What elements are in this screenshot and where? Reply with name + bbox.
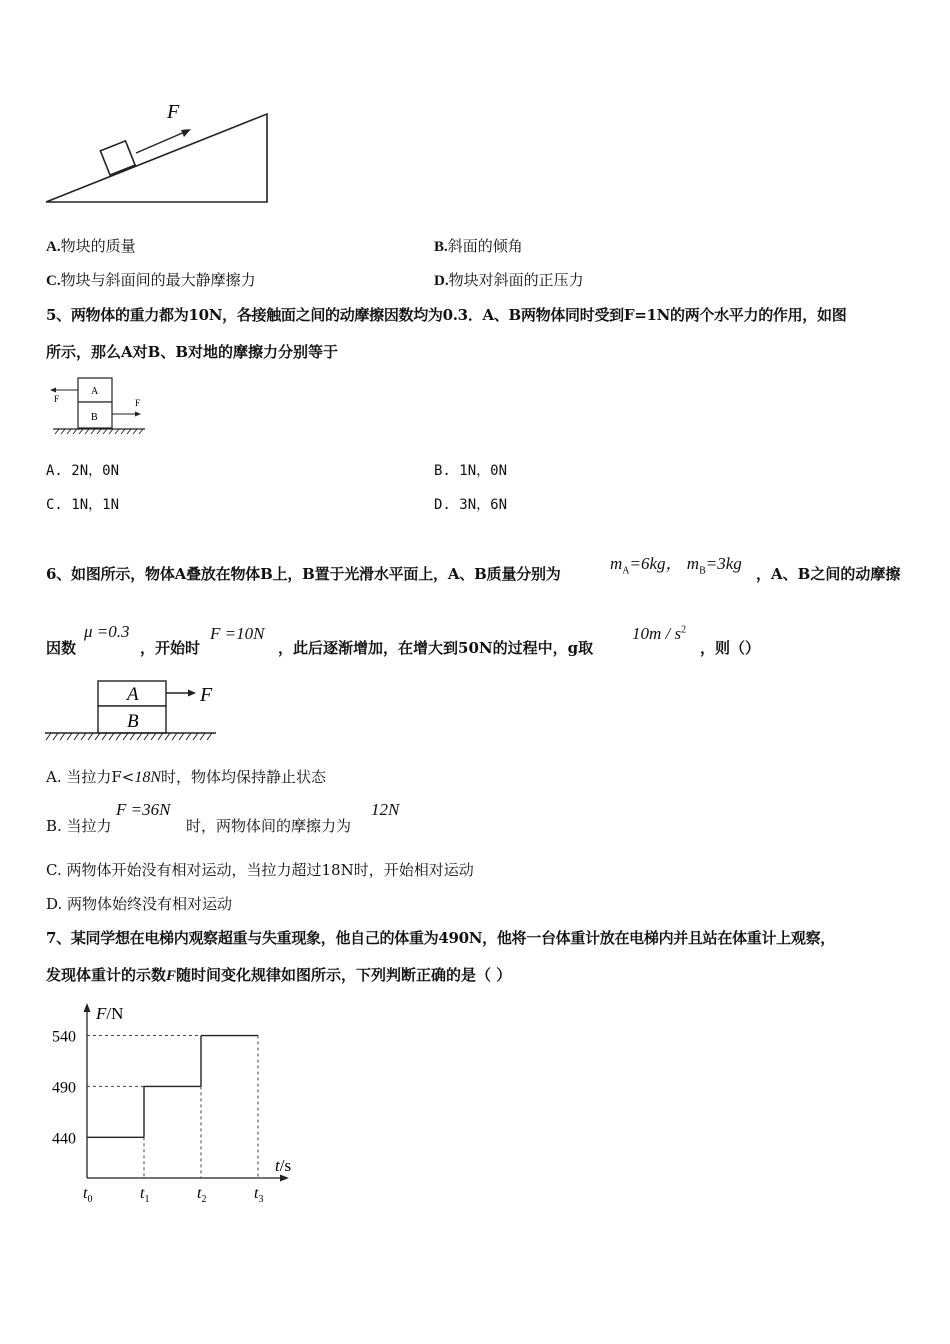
q4-option-a: A.物块的质量 bbox=[46, 237, 136, 255]
q5-option-b: B. 1N，0N bbox=[434, 463, 508, 479]
q6-option-b-friction: 12N bbox=[371, 800, 400, 819]
q6-stem-line1-start: 6、如图所示，物体A叠放在物体B上，B置于光滑水平面上，A、B质量分别为 bbox=[46, 565, 561, 583]
q6-force-label: F bbox=[200, 684, 213, 706]
q6-stem-line1-end: ，A、B之间的动摩擦 bbox=[756, 565, 901, 583]
q6-stem-line2-mid2: ，此后逐渐增加，在增大到50N的过程中，g取 bbox=[278, 639, 594, 657]
x-tick-label-t2: $t_2$ bbox=[197, 1185, 207, 1205]
q6-mass-values: $m_A=6kg$， $m_B=3kg$ bbox=[610, 554, 742, 577]
incline-figure bbox=[40, 95, 280, 210]
q7-force-time-chart bbox=[40, 995, 310, 1210]
q5-label-b: B bbox=[91, 412, 98, 423]
q6-stem-line2-end: ，则（） bbox=[700, 639, 761, 657]
q6-figure bbox=[40, 676, 225, 746]
x-tick-label-t0: $t_0$ bbox=[83, 1185, 93, 1205]
q6-stem-line2-mid1: ，开始时 bbox=[140, 639, 201, 657]
q6-option-b-mid: 时，两物体间的摩擦力为 bbox=[186, 817, 352, 835]
force-label: F bbox=[167, 101, 180, 123]
y-axis-arrowhead bbox=[84, 1003, 91, 1012]
q6-option-b-force: F =36N bbox=[116, 800, 171, 819]
q5-force-left: F bbox=[54, 394, 60, 404]
q4-option-b: B.斜面的倾角 bbox=[434, 237, 523, 255]
x-tick-label-t3: $t_3$ bbox=[254, 1185, 264, 1205]
block-on-incline bbox=[100, 141, 135, 175]
q6-label-a: A bbox=[127, 684, 139, 705]
x-axis-label: t/s bbox=[275, 1156, 292, 1175]
q6-label-b: B bbox=[127, 711, 139, 732]
q5-option-a: A. 2N，0N bbox=[46, 463, 120, 479]
q6-option-c: C. 两物体开始没有相对运动，当拉力超过18N时，开始相对运动 bbox=[46, 861, 474, 879]
q5-stem-line2: 所示，那么A对B、B对地的摩擦力分别等于 bbox=[46, 343, 338, 361]
q6-stem-line2-start: 因数 bbox=[46, 639, 77, 657]
q5-stem-line1: 5、两物体的重力都为10N，各接触面之间的动摩擦因数均为0.3．A、B两物体同时受到F=1N的两个水平力的作用，如图 bbox=[46, 306, 847, 324]
y-tick-label-440: 440 bbox=[52, 1130, 76, 1148]
incline-triangle bbox=[46, 114, 267, 202]
y-tick-label-540: 540 bbox=[52, 1028, 76, 1046]
y-tick-label-490: 490 bbox=[52, 1079, 76, 1097]
q6-option-a: A. 当拉力F<18N时，物体均保持静止状态 bbox=[46, 768, 327, 786]
y-axis-label: F/N bbox=[96, 1004, 124, 1023]
q4-option-d: D.物块对斜面的正压力 bbox=[434, 271, 584, 289]
x-axis-arrowhead bbox=[280, 1175, 289, 1182]
q7-stem-line1: 7、某同学想在电梯内观察超重与失重现象，他自己的体重为490N，他将一台体重计放在电梯内并且站在体重计上观察， bbox=[46, 929, 835, 947]
q5-ground-hatch bbox=[55, 429, 143, 434]
q5-option-c: C. 1N，1N bbox=[46, 497, 120, 513]
q6-option-b-start: B. 当拉力 bbox=[46, 817, 112, 835]
q6-force-arrowhead bbox=[188, 690, 196, 697]
q4-option-c: C.物块与斜面间的最大静摩擦力 bbox=[46, 271, 256, 289]
q6-gravity-value: $10m / s^2$ bbox=[632, 624, 687, 643]
q6-option-d: D. 两物体始终没有相对运动 bbox=[46, 895, 233, 913]
q6-ground-hatch bbox=[46, 733, 212, 740]
q5-left-arrowhead bbox=[50, 388, 56, 393]
q6-mu-value: μ =0.3 bbox=[84, 622, 130, 641]
force-arrowhead bbox=[181, 129, 191, 137]
q7-stem-line2: 发现体重计的示数F随时间变化规律如图所示，下列判断正确的是（ ） bbox=[46, 966, 512, 984]
x-tick-label-t1: $t_1$ bbox=[140, 1185, 150, 1205]
q5-force-right: F bbox=[135, 398, 141, 408]
q5-option-d: D. 3N，6N bbox=[434, 497, 508, 513]
q5-right-arrowhead bbox=[135, 412, 141, 417]
q6-initial-force: F =10N bbox=[210, 624, 265, 643]
q5-label-a: A bbox=[91, 386, 99, 397]
q5-figure bbox=[45, 372, 155, 438]
